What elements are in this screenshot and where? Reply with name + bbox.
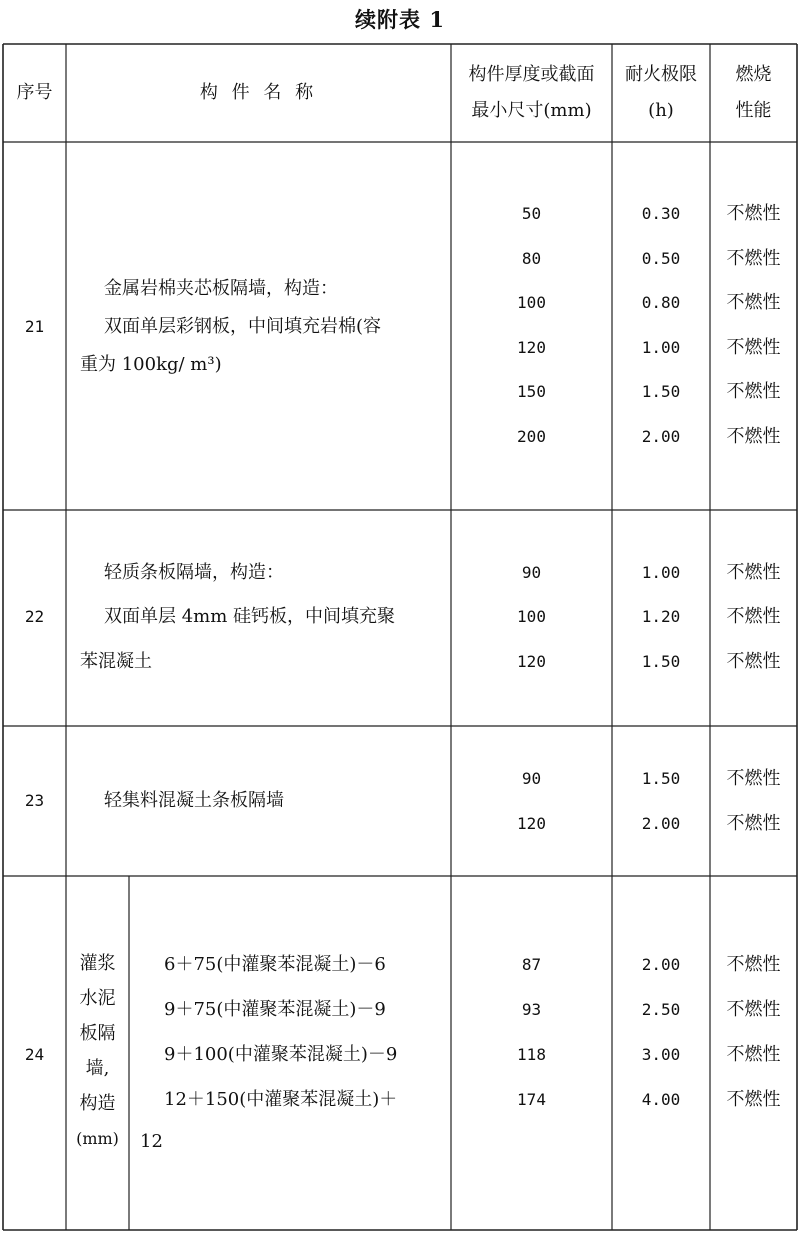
limit-value: 1.00 <box>641 338 681 357</box>
limit-value: 0.50 <box>641 249 681 268</box>
size-value: 100 <box>517 607 546 626</box>
row-index: 22 <box>24 607 45 626</box>
header-size-line2: 最小尺寸(mm) <box>471 100 592 121</box>
limit-value: 2.00 <box>641 955 681 974</box>
row-desc-line: 6＋75(中灌聚苯混凝土)－6 <box>164 954 386 975</box>
comb-value: 不燃性 <box>726 999 781 1020</box>
row-desc-line: 12＋150(中灌聚苯混凝土)＋ <box>164 1089 398 1110</box>
limit-value: 1.50 <box>641 769 681 788</box>
comb-value: 不燃性 <box>726 337 781 358</box>
comb-value: 不燃性 <box>726 426 781 447</box>
comb-value: 不燃性 <box>726 203 781 224</box>
limit-value: 1.00 <box>641 563 681 582</box>
row-desc-line: 重为 100kg/ m³) <box>80 354 222 375</box>
limit-value: 2.50 <box>641 1000 681 1019</box>
size-value: 80 <box>521 249 542 268</box>
size-value: 120 <box>517 814 546 833</box>
limit-value: 0.80 <box>641 293 681 312</box>
row-label-line: 水泥 <box>79 988 116 1009</box>
limit-value: 0.30 <box>641 204 681 223</box>
row-label-line: 墙, <box>85 1058 110 1079</box>
comb-value: 不燃性 <box>726 1044 781 1065</box>
comb-value: 不燃性 <box>726 292 781 313</box>
row-label-line: 板隔 <box>79 1023 116 1044</box>
size-value: 174 <box>517 1090 546 1109</box>
size-value: 50 <box>521 204 542 223</box>
size-value: 87 <box>521 955 542 974</box>
limit-value: 1.50 <box>641 652 681 671</box>
header-index: 序号 <box>16 82 53 103</box>
size-value: 90 <box>521 769 542 788</box>
row-desc-line: 轻质条板隔墙，构造： <box>104 562 284 583</box>
size-value: 90 <box>521 563 542 582</box>
size-value: 150 <box>517 382 546 401</box>
comb-value: 不燃性 <box>726 954 781 975</box>
row-label-line: (mm) <box>76 1129 119 1148</box>
size-value: 120 <box>517 338 546 357</box>
limit-value: 1.20 <box>641 607 681 626</box>
limit-value: 4.00 <box>641 1090 681 1109</box>
comb-value: 不燃性 <box>726 768 781 789</box>
size-value: 100 <box>517 293 546 312</box>
comb-value: 不燃性 <box>726 381 781 402</box>
size-value: 93 <box>521 1000 542 1019</box>
row-desc-line: 轻集料混凝土条板隔墙 <box>104 790 284 811</box>
row-desc-line: 9＋100(中灌聚苯混凝土)－9 <box>164 1044 398 1065</box>
row-label-line: 构造 <box>79 1093 116 1114</box>
header-limit-line1: 耐火极限 <box>625 64 697 85</box>
row-desc-line: 12 <box>140 1131 163 1152</box>
row-label-line: 灌浆 <box>79 953 116 974</box>
comb-value: 不燃性 <box>726 813 781 834</box>
row-desc-line: 双面单层彩钢板，中间填充岩棉(容 <box>104 316 382 337</box>
size-value: 200 <box>517 427 546 446</box>
row-desc-line: 金属岩棉夹芯板隔墙，构造： <box>104 278 338 299</box>
header-comb-line1: 燃烧 <box>735 64 772 85</box>
limit-value: 1.50 <box>641 382 681 401</box>
row-desc-line: 双面单层 4mm 硅钙板，中间填充聚 <box>104 606 396 627</box>
row-index: 21 <box>24 317 45 336</box>
header-size-line1: 构件厚度或截面 <box>468 64 595 85</box>
limit-value: 2.00 <box>641 427 681 446</box>
comb-value: 不燃性 <box>726 562 781 583</box>
comb-value: 不燃性 <box>726 248 781 269</box>
comb-value: 不燃性 <box>726 1089 781 1110</box>
limit-value: 3.00 <box>641 1045 681 1064</box>
row-desc-line: 9＋75(中灌聚苯混凝土)－9 <box>164 999 386 1020</box>
header-limit-line2: (h) <box>648 100 674 121</box>
size-value: 118 <box>517 1045 546 1064</box>
comb-value: 不燃性 <box>726 606 781 627</box>
size-value: 120 <box>517 652 546 671</box>
row-index: 24 <box>24 1045 45 1064</box>
comb-value: 不燃性 <box>726 651 781 672</box>
table-title: 续附表 1 <box>355 7 445 32</box>
limit-value: 2.00 <box>641 814 681 833</box>
row-desc-line: 苯混凝土 <box>80 651 152 672</box>
row-index: 23 <box>24 791 45 810</box>
header-comb-line2: 性能 <box>735 100 772 121</box>
header-name: 构 件 名 称 <box>199 82 318 103</box>
